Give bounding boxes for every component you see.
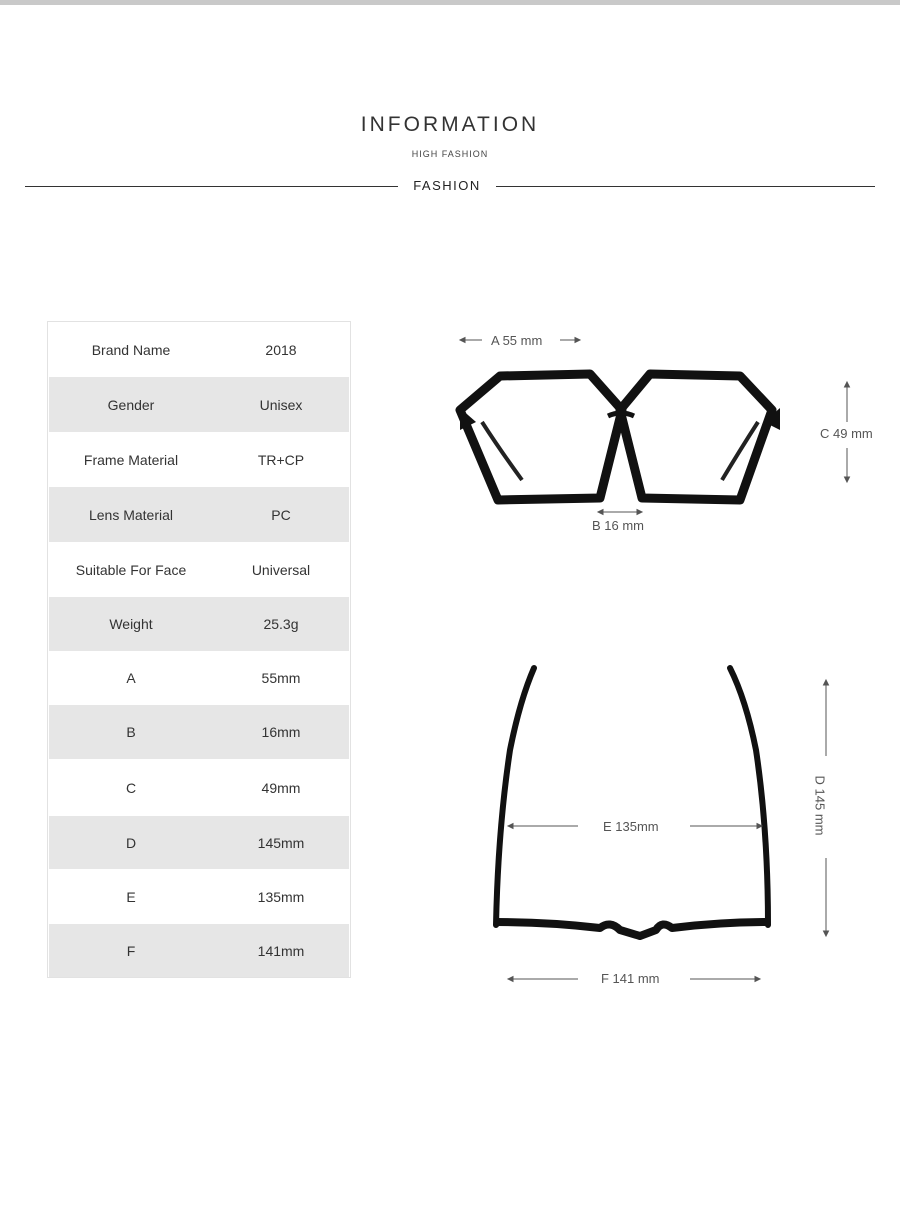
spec-value: 2018: [265, 342, 297, 358]
spec-value: Universal: [251, 561, 311, 578]
dimension-e-label: E 135mm: [603, 819, 659, 834]
section-divider-left: [25, 186, 398, 187]
spec-value: 135mm: [257, 888, 305, 905]
spec-value: 49mm: [261, 779, 301, 796]
spec-row-frame-material: [49, 432, 349, 487]
spec-label: Brand Name: [91, 342, 171, 358]
spec-row-b: [49, 705, 349, 759]
glasses-temples: [496, 668, 770, 936]
spec-label: F: [126, 942, 136, 959]
spec-value: PC: [271, 506, 291, 523]
spec-label: Suitable For Face: [75, 561, 187, 578]
section-title: FASHION: [413, 178, 481, 193]
dimension-b-arrows: [598, 510, 642, 515]
spec-row-c: [49, 759, 349, 816]
spec-table: [47, 321, 351, 978]
spec-label: D: [125, 834, 137, 851]
spec-value: 16mm: [261, 724, 301, 740]
spec-label: Lens Material: [88, 506, 174, 523]
spec-row-d: [49, 816, 349, 869]
section-divider-right: [496, 186, 875, 187]
dimension-c-label: C 49 mm: [820, 426, 873, 441]
spec-label: Gender: [107, 396, 155, 413]
spec-value: 25.3g: [263, 616, 299, 632]
spec-row-e: [49, 869, 349, 924]
glasses-frame: [460, 374, 780, 500]
spec-row-lens-material: [49, 487, 349, 542]
spec-value: 55mm: [261, 670, 301, 686]
spec-row-a: [49, 651, 349, 705]
dimension-a-label: A 55 mm: [491, 333, 543, 348]
top-banner-strip: [0, 0, 900, 5]
spec-label: E: [126, 888, 136, 905]
spec-value: Unisex: [259, 396, 303, 413]
dimension-f-label: F 141 mm: [601, 971, 660, 986]
spec-row-suitable-for-face: [49, 542, 349, 597]
spec-label: A: [126, 670, 136, 686]
dimension-b-label: B 16 mm: [592, 518, 645, 533]
spec-row-gender: [49, 377, 349, 432]
spec-row-f: [49, 924, 349, 977]
spec-label: Frame Material: [83, 451, 179, 468]
spec-value: 141mm: [257, 942, 305, 959]
spec-row-weight: [49, 597, 349, 651]
dimension-d-label: D 145 mm: [812, 775, 828, 836]
glasses-top-view: [480, 660, 860, 1000]
spec-value: TR+CP: [257, 451, 305, 468]
spec-label: Weight: [109, 616, 153, 632]
spec-label: B: [126, 724, 136, 740]
page-title: INFORMATION: [360, 113, 540, 136]
spec-value: 145mm: [257, 834, 305, 851]
spec-label: C: [125, 779, 137, 796]
page-subtitle: HIGH FASHION: [411, 149, 489, 159]
spec-row-brand-name: [49, 323, 349, 377]
